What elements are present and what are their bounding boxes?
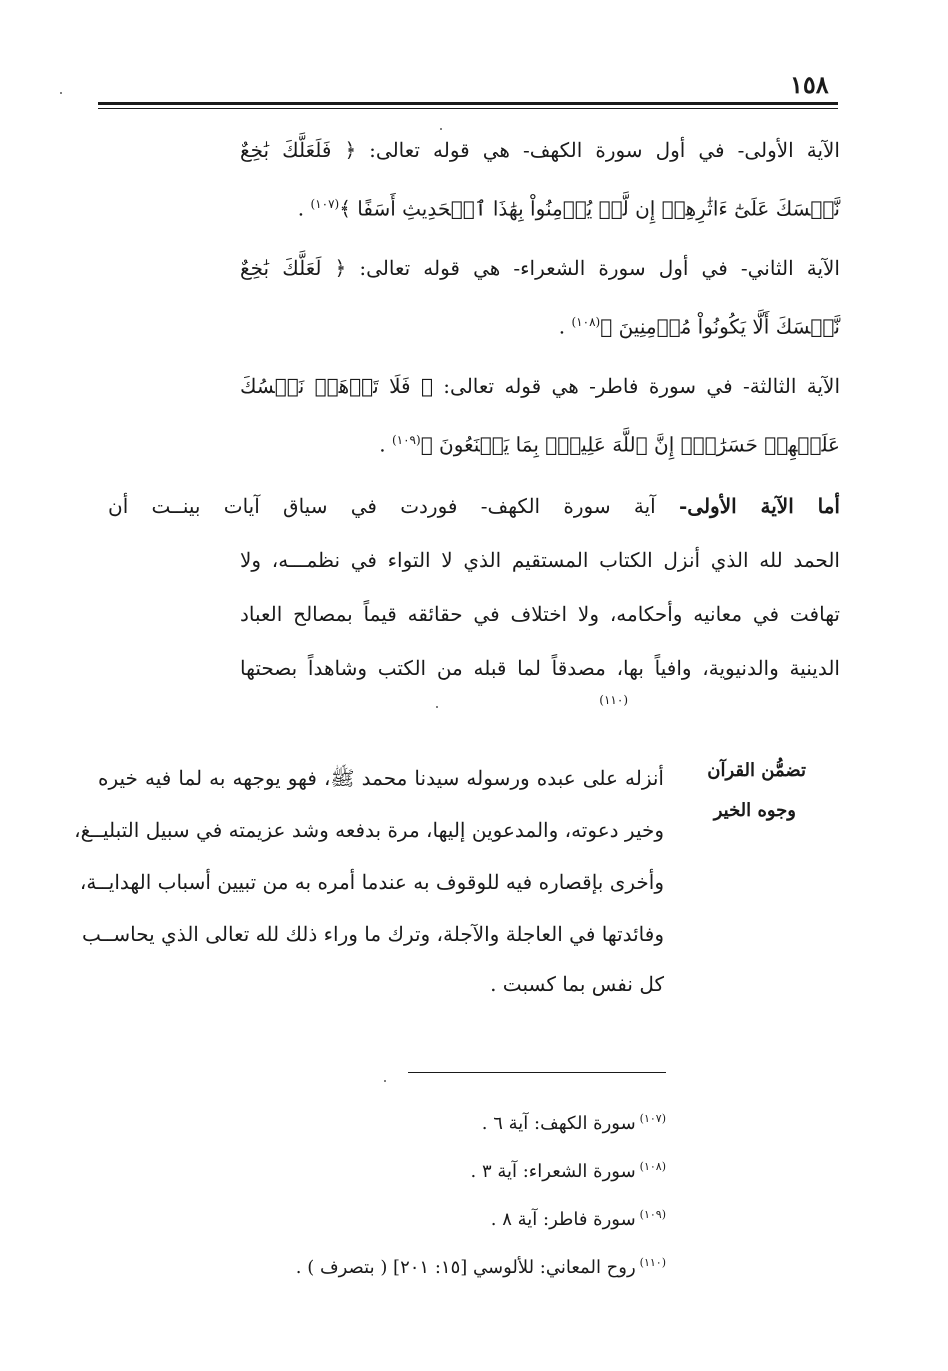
verse-2-footnote-ref: (١٠٨): [571, 315, 601, 329]
footnote-number: (١٠٩): [639, 1208, 666, 1221]
paragraph-2-line-3: وأخرى بإقصاره فيه للوقوف به عندما أمره به من تبيين أسباب الهدايــة،: [79, 870, 664, 894]
paragraph-1-lead: أما الآية الأولى-: [678, 494, 840, 518]
footnote-text: سورة فاطر: آية ٨ .: [490, 1209, 636, 1230]
verse-1-text: نَّفۡسَكَ عَلَىٰٓ ءَاثَٰرِهِمۡ إِن لَّمۡ يُؤۡمِنُواْ بِهَٰذَا ٱلۡحَدِيثِ أَسَفًا ﴾: [339, 196, 840, 221]
verse-1-line-1: الآية الأولى- في أول سورة الكهف- هي قوله تعالى: ﴿ فَلَعَلَّكَ بَٰخِعٌ: [240, 138, 840, 162]
verse-1-footnote-ref: (١٠٧): [310, 197, 340, 211]
paragraph-1-line-1: [108, 492, 840, 520]
scan-speck: [384, 1080, 386, 1082]
header-rule: [98, 102, 838, 105]
verse-2-line-1: الآية الثاني- في أول سورة الشعراء- هي قوله تعالى: ﴿ لَعَلَّكَ بَٰخِعٌ: [240, 256, 840, 280]
paragraph-2-line-1: أنزله على عبده ورسوله سيدنا محمد ﷺ، فهو يوجهه به لما فيه خيره: [98, 766, 664, 790]
margin-note-line-2: وجوه الخير: [713, 800, 796, 821]
verse-2-text: نَّفۡسَكَ أَلَّا يَكُونُواْ مُؤۡمِنِينَ ﴾: [600, 314, 840, 339]
verse-3-text: عَلَيۡهِمۡ حَسَرَٰتٍۚ إِنَّ ٱللَّهَ عَلِيمُۢ بِمَا يَصۡنَعُونَ ﴾: [420, 432, 840, 457]
paragraph-1-line-1-rest: آية سورة الكهف- فوردت في سياق آيات بينــت أن: [108, 494, 679, 518]
footnote-110: [296, 1250, 666, 1281]
footnote-number: (١١٠): [639, 1256, 666, 1269]
footnote-text: سورة الكهف: آية ٦ .: [481, 1113, 636, 1134]
footnote-number: (١٠٧): [639, 1112, 666, 1125]
footnote-rule: [408, 1072, 666, 1073]
footnote-108: [471, 1154, 666, 1185]
paragraph-2-line-5: كل نفس بما كسبت .: [490, 972, 664, 996]
footnote-109: [491, 1202, 666, 1233]
header-rule-thin: [98, 108, 838, 109]
margin-note-line-1: تضمُّن القرآن: [707, 760, 806, 781]
scan-speck: [436, 706, 438, 708]
footnote-text: روح المعاني: للألوسي [١٥: ٢٠١] ( بتصرف ) .: [295, 1257, 636, 1278]
verse-3-line-1: الآية الثالثة- في سورة فاطر- هي قوله تعالى: ﴿ فَلَا تَذۡهَبۡ نَفۡسُكَ: [240, 374, 840, 398]
scan-speck: [60, 92, 62, 94]
verse-2-line-2: [559, 308, 840, 341]
verse-3-footnote-ref: (١٠٩): [391, 433, 421, 447]
page-number: ١٥٨: [790, 70, 829, 99]
verse-1-end: .: [297, 196, 311, 221]
verse-2-end: .: [558, 314, 572, 339]
footnote-text: سورة الشعراء: آية ٣ .: [470, 1161, 636, 1182]
paragraph-2-line-2: وخير دعوته، والمدعوين إليها، مرة بدفعه وشد عزيمته في سبيل التبليــغ،: [74, 818, 664, 842]
paragraph-1-line-2: الحمد لله الذي أنزل الكتاب المستقيم الذي لا التواء في نظمـــه، ولا: [240, 548, 840, 572]
paragraph-1-line-3: تهافت في معانيه وأحكامه، ولا اختلاف في حقائقه قيماً بمصالح العباد: [240, 602, 840, 626]
footnote-number: (١٠٨): [639, 1160, 666, 1173]
verse-1-line-2: [298, 190, 840, 223]
paragraph-1-line-4: الدينية والدنيوية، وافياً بها، مصدقاً لما قبله من الكتب وشاهداً بصحتها: [240, 656, 840, 680]
verse-3-end: .: [379, 432, 392, 457]
paragraph-2-line-4: وفائدتها في العاجلة والآجلة، وترك ما وراء ذلك لله تعالى الذي يحاســب: [82, 922, 664, 946]
footnote-107: [482, 1106, 666, 1137]
paragraph-1-footnote-ref: (١١٠): [599, 693, 628, 707]
scan-speck: [440, 128, 442, 130]
verse-3-line-2: [379, 426, 840, 459]
